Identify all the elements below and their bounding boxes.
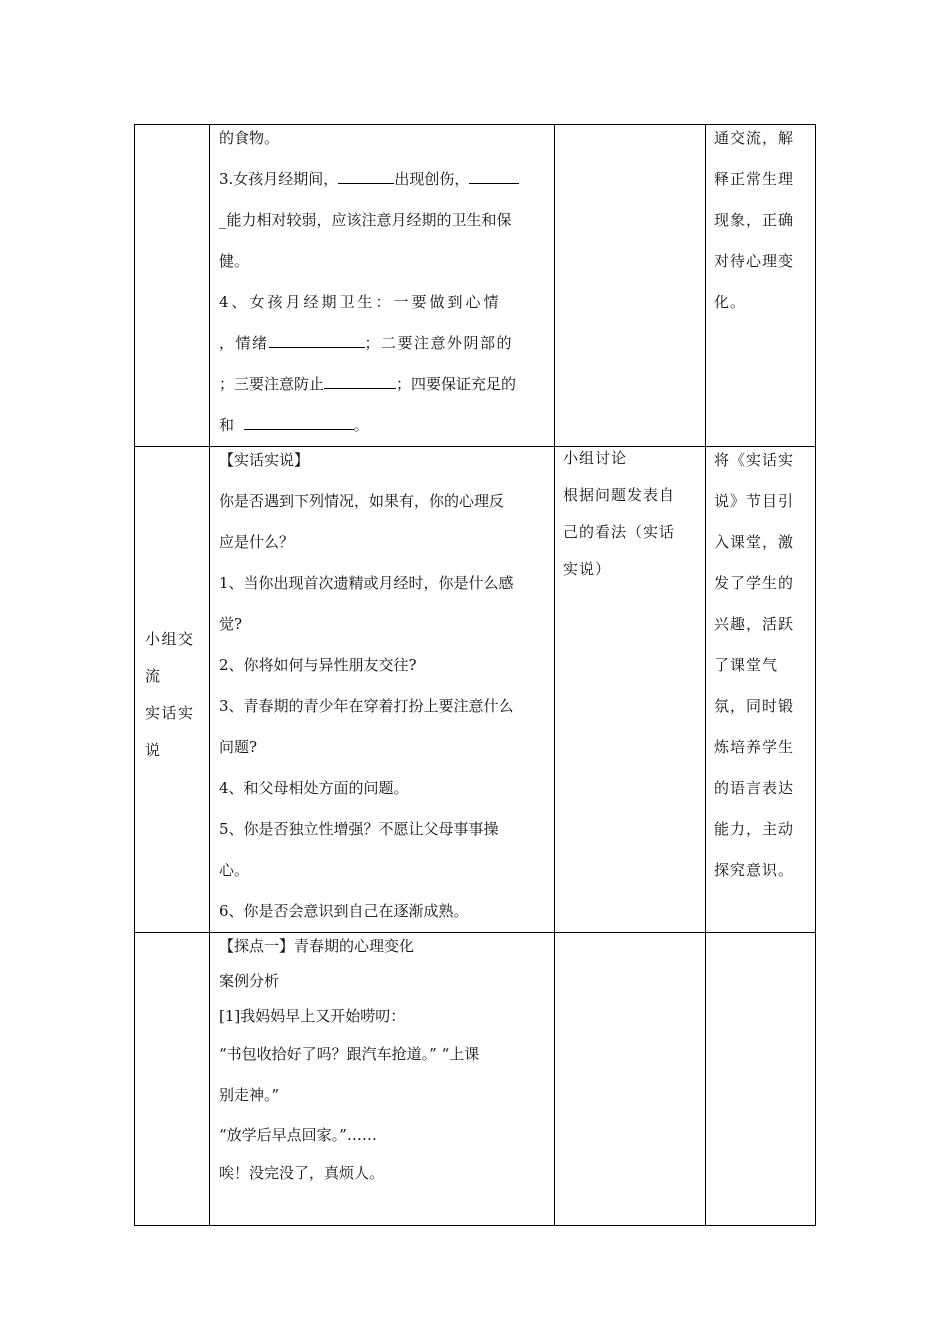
text-line: “放学后早点回家。”……: [219, 1126, 377, 1144]
text-line: _能力相对较弱，应该注意月经期的卫生和保: [219, 211, 512, 229]
text-line: 1、当你出现首次遗精或月经时，你是什么感: [219, 574, 514, 592]
text-line: 6、你是否会意识到自己在逐渐成熟。: [219, 902, 469, 920]
text-line: ，情绪 ；二要注意外阴部的: [219, 334, 514, 352]
activity-line: 己的看法（实话: [563, 523, 676, 541]
stage-label: 实话实: [145, 703, 195, 722]
note-line: 入课堂，激: [714, 533, 795, 551]
note-cell: [706, 447, 816, 933]
text-line: 4、女孩月经期卫生：一要做到心情: [219, 293, 502, 311]
table-row: [135, 447, 816, 933]
note-line: 探究意识。: [714, 861, 795, 879]
text-line: 和 。: [219, 416, 369, 434]
text-line: 5、你是否独立性增强？不愿让父母事事操: [219, 820, 499, 838]
text-line: 觉?: [219, 615, 243, 633]
stage-label: 小组交: [145, 629, 195, 648]
stage-cell: [135, 447, 210, 933]
note-line: 炼培养学生: [714, 738, 795, 756]
text-line: ；三要注意防止 ；四要保证充足的: [219, 375, 517, 393]
note-line: 释正常生理: [714, 170, 795, 188]
text-line: 2、你将如何与异性朋友交往?: [219, 656, 417, 674]
note-cell: [706, 125, 816, 447]
text-line: 健。: [219, 252, 250, 270]
text-line: 4、和父母相处方面的问题。: [219, 779, 409, 797]
stage-cell: [135, 933, 210, 1226]
note-line: 将《实话实: [714, 451, 795, 469]
text-line: 问题?: [219, 738, 258, 756]
note-line: 的语言表达: [714, 779, 795, 797]
fill-blank: [338, 169, 394, 184]
fill-blank: [324, 374, 396, 389]
stage-cell: [135, 125, 210, 447]
lesson-plan-table: [134, 124, 816, 1226]
note-line: 化。: [714, 293, 747, 311]
text-line: 你是否遇到下列情况，如果有，你的心理反: [219, 492, 505, 510]
fill-blank: [469, 169, 519, 184]
note-line: 兴趣，活跃: [714, 615, 795, 633]
text-line: 唉！没完没了，真烦人。: [219, 1164, 385, 1182]
activity-line: 小组讨论: [563, 449, 628, 467]
note-line: 对待心理变: [714, 252, 795, 270]
text-line: 【探点一】青春期的心理变化: [219, 937, 415, 955]
stage-label: 说: [145, 740, 161, 759]
note-line: 通交流，解: [714, 129, 795, 147]
text-line: “书包收拾好了吗？跟汽车抢道。” “上课: [219, 1045, 480, 1063]
stage-label: 流: [145, 666, 161, 685]
note-line: 了课堂气: [714, 656, 779, 674]
activity-cell: [555, 125, 706, 447]
note-line: 说》节目引: [714, 492, 795, 510]
activity-cell: [555, 933, 706, 1226]
text-line: 3、青春期的青少年在穿着打扮上要注意什么: [219, 697, 514, 715]
note-line: 现象，正确: [714, 211, 795, 229]
text-line: 案例分析: [219, 972, 280, 990]
activity-line: 实说）: [563, 560, 612, 578]
fill-blank: [244, 415, 354, 430]
text-line: 【实话实说】: [219, 451, 310, 469]
text-line: 应是什么？: [219, 533, 295, 551]
content-cell: [210, 447, 555, 933]
table-row: [135, 933, 816, 1226]
activity-cell: [555, 447, 706, 933]
text-line: 心。: [219, 861, 250, 879]
activity-line: 根据问题发表自: [563, 486, 676, 504]
content-cell: [210, 125, 555, 447]
content-cell: [210, 933, 555, 1226]
note-line: 氛，同时锻: [714, 697, 795, 715]
note-cell: [706, 933, 816, 1226]
fill-blank: [269, 333, 365, 348]
text-line: [1]我妈妈早上又开始唠叨：: [219, 1007, 406, 1025]
note-line: 能力，主动: [714, 820, 795, 838]
text-line: 别走神。”: [219, 1086, 280, 1104]
text-line: 的食物。: [219, 129, 280, 147]
text-line: 3.女孩月经期间， 出现创伤，: [219, 159, 548, 200]
note-line: 发了学生的: [714, 574, 795, 592]
table-row: [135, 125, 816, 447]
